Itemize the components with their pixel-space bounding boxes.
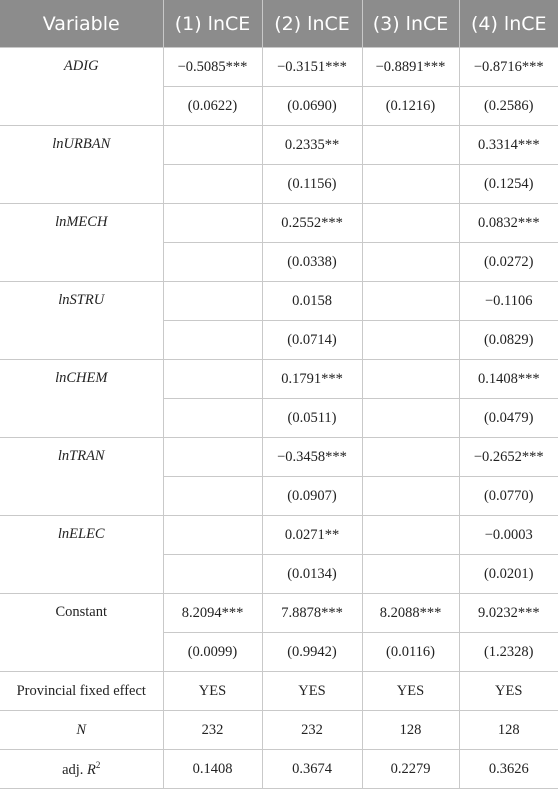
- coef-cell: −0.1106: [459, 282, 558, 321]
- coef-cell: −0.8716***: [459, 48, 558, 87]
- coef-cell: 0.0271**: [262, 516, 362, 555]
- stat-cell: 128: [459, 711, 558, 750]
- se-cell: (0.1156): [262, 165, 362, 204]
- coef-cell: 0.2335**: [262, 126, 362, 165]
- coef-row-lnstru: [0, 282, 558, 321]
- var-name-lnurban: lnURBAN: [0, 126, 163, 204]
- row-label-n: N: [0, 711, 163, 750]
- se-cell: [163, 477, 262, 516]
- stat-cell: 128: [362, 711, 459, 750]
- var-name-lnelec: lnELEC: [0, 516, 163, 594]
- coef-cell: 7.8878***: [262, 594, 362, 633]
- se-cell: [362, 165, 459, 204]
- se-cell: (0.0622): [163, 87, 262, 126]
- se-cell: [163, 165, 262, 204]
- stat-cell: YES: [459, 672, 558, 711]
- coef-cell: −0.3458***: [262, 438, 362, 477]
- adj-prefix: adj.: [62, 761, 88, 778]
- header-row: [0, 0, 558, 48]
- header-model-1: (1) lnCE: [163, 0, 262, 48]
- se-cell: (0.0690): [262, 87, 362, 126]
- coef-cell: [163, 516, 262, 555]
- coef-cell: [362, 126, 459, 165]
- se-cell: (0.0272): [459, 243, 558, 282]
- coef-row-lnmech: [0, 204, 558, 243]
- coef-cell: −0.0003: [459, 516, 558, 555]
- se-cell: [362, 321, 459, 360]
- se-cell: (0.0134): [262, 555, 362, 594]
- var-name-lntran: lnTRAN: [0, 438, 163, 516]
- se-cell: (0.0099): [163, 633, 262, 672]
- stat-cell: 0.3674: [262, 750, 362, 789]
- se-cell: (0.1254): [459, 165, 558, 204]
- r-superscript: 2: [95, 759, 101, 770]
- stat-cell: 232: [163, 711, 262, 750]
- coef-cell: 0.0832***: [459, 204, 558, 243]
- se-cell: (0.0201): [459, 555, 558, 594]
- coef-cell: [362, 204, 459, 243]
- coef-row-constant: [0, 594, 558, 633]
- fixed-effect-row: [0, 672, 558, 711]
- se-cell: (0.0770): [459, 477, 558, 516]
- header-model-3: (3) lnCE: [362, 0, 459, 48]
- coef-cell: [163, 126, 262, 165]
- coef-cell: −0.2652***: [459, 438, 558, 477]
- var-name-lnstru: lnSTRU: [0, 282, 163, 360]
- stat-cell: 0.3626: [459, 750, 558, 789]
- coef-row-lnelec: [0, 516, 558, 555]
- coef-row-lntran: [0, 438, 558, 477]
- coef-cell: 0.1408***: [459, 360, 558, 399]
- coef-cell: [362, 516, 459, 555]
- se-cell: (1.2328): [459, 633, 558, 672]
- header-model-2: (2) lnCE: [262, 0, 362, 48]
- observations-row: [0, 711, 558, 750]
- coef-cell: [163, 438, 262, 477]
- se-cell: (0.0511): [262, 399, 362, 438]
- stat-cell: 0.2279: [362, 750, 459, 789]
- se-cell: [362, 243, 459, 282]
- coef-cell: [163, 204, 262, 243]
- coef-cell: −0.5085***: [163, 48, 262, 87]
- coef-cell: 8.2088***: [362, 594, 459, 633]
- coef-cell: 0.3314***: [459, 126, 558, 165]
- coef-cell: [362, 438, 459, 477]
- r-symbol: R: [87, 761, 96, 778]
- row-label-fixed-effect: Provincial fixed effect: [0, 672, 163, 711]
- coef-cell: [362, 282, 459, 321]
- se-cell: (0.0829): [459, 321, 558, 360]
- adj-r2-row: [0, 750, 558, 789]
- se-cell: (0.0907): [262, 477, 362, 516]
- coef-cell: [362, 360, 459, 399]
- coef-cell: −0.8891***: [362, 48, 459, 87]
- se-cell: (0.9942): [262, 633, 362, 672]
- row-label-adj-r2: [0, 750, 163, 789]
- stat-cell: YES: [262, 672, 362, 711]
- se-cell: [163, 243, 262, 282]
- se-cell: (0.0116): [362, 633, 459, 672]
- se-cell: [362, 555, 459, 594]
- coef-row-lnurban: [0, 126, 558, 165]
- stat-cell: 232: [262, 711, 362, 750]
- se-cell: (0.0479): [459, 399, 558, 438]
- coef-row-lnchem: [0, 360, 558, 399]
- se-cell: [362, 399, 459, 438]
- header-variable: Variable: [0, 0, 163, 48]
- coef-cell: 0.2552***: [262, 204, 362, 243]
- var-name-constant: Constant: [0, 594, 163, 672]
- se-cell: (0.0338): [262, 243, 362, 282]
- coef-cell: [163, 282, 262, 321]
- var-name-lnmech: lnMECH: [0, 204, 163, 282]
- stat-cell: YES: [362, 672, 459, 711]
- se-cell: [163, 555, 262, 594]
- se-cell: [163, 321, 262, 360]
- se-cell: [163, 399, 262, 438]
- se-cell: (0.0714): [262, 321, 362, 360]
- coef-cell: [163, 360, 262, 399]
- coef-cell: 9.0232***: [459, 594, 558, 633]
- coef-cell: 8.2094***: [163, 594, 262, 633]
- se-cell: (0.2586): [459, 87, 558, 126]
- coef-cell: 0.1791***: [262, 360, 362, 399]
- var-name-lnchem: lnCHEM: [0, 360, 163, 438]
- coef-cell: −0.3151***: [262, 48, 362, 87]
- se-cell: [362, 477, 459, 516]
- coef-cell: 0.0158: [262, 282, 362, 321]
- var-name-adig: ADIG: [0, 48, 163, 126]
- coef-row-adig: [0, 48, 558, 87]
- se-cell: (0.1216): [362, 87, 459, 126]
- header-model-4: (4) lnCE: [459, 0, 558, 48]
- stat-cell: YES: [163, 672, 262, 711]
- stat-cell: 0.1408: [163, 750, 262, 789]
